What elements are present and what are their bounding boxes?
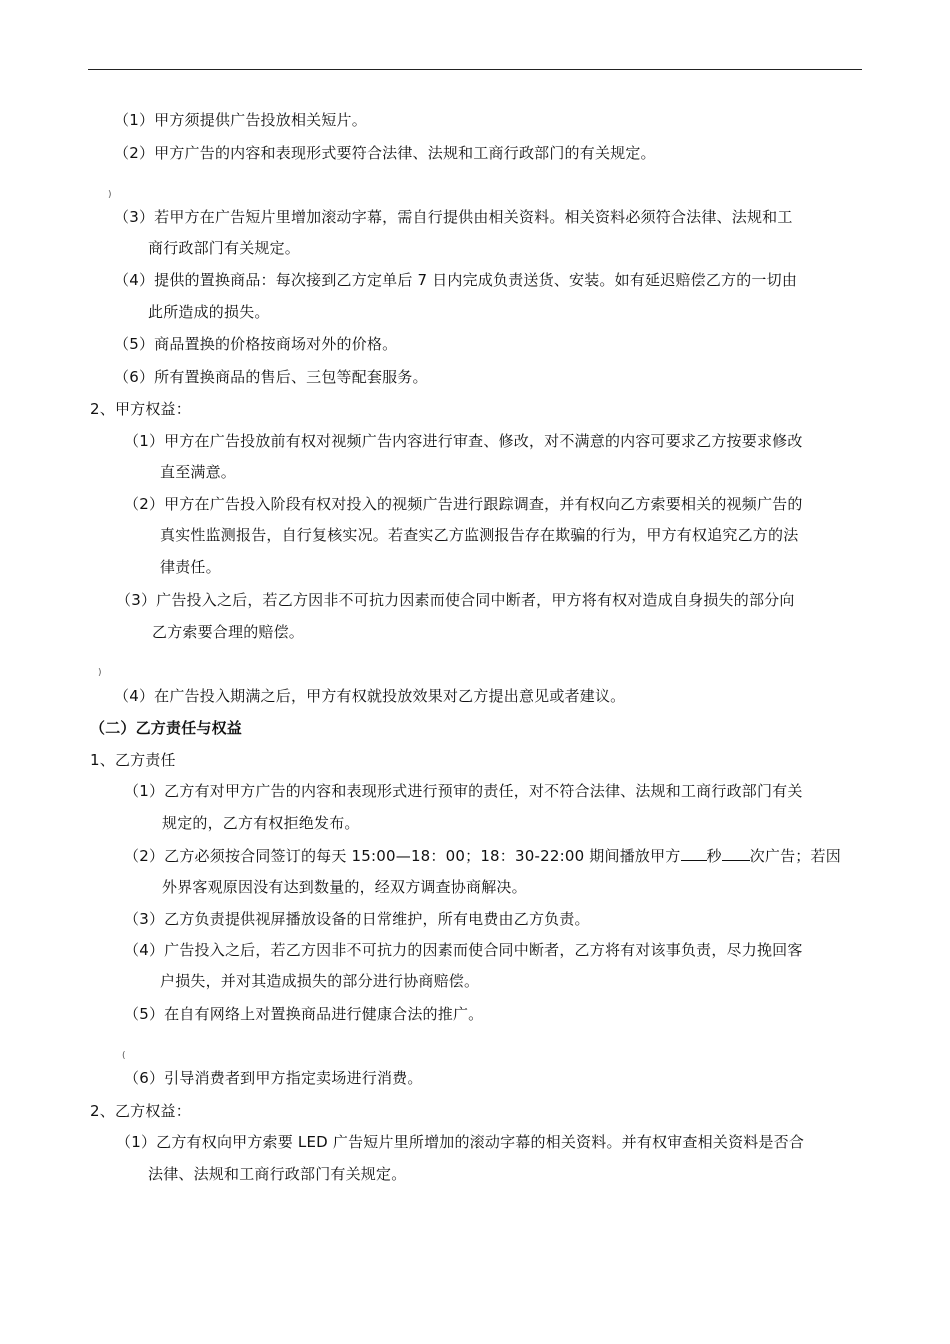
blank-times[interactable] bbox=[722, 846, 750, 861]
a-right-3-line1: （3）广告投入之后，若乙方因非不可抗力因素而使合同中断者，甲方将有权对造成自身损失的部分向 bbox=[116, 591, 795, 609]
b-duty-2-line2: 外界客观原因没有达到数量的，经双方调查协商解决。 bbox=[162, 878, 527, 896]
b-duty-3: （3）乙方负责提供视屏播放设备的日常维护，所有电费由乙方负责。 bbox=[124, 910, 590, 928]
a-duty-4-line2: 此所造成的损失。 bbox=[148, 303, 270, 321]
a-right-1-line1: （1）甲方在广告投放前有权对视频广告内容进行审查、修改，对不满意的内容可要求乙方按要求修改 bbox=[124, 432, 803, 450]
a-right-1-line2: 直至满意。 bbox=[160, 463, 237, 481]
a-duty-6: （6）所有置换商品的售后、三包等配套服务。 bbox=[114, 368, 428, 386]
b-duties-heading: 1、乙方责任 bbox=[90, 751, 176, 769]
a-rights-heading: 2、甲方权益： bbox=[90, 400, 191, 418]
a-duty-1: （1）甲方须提供广告投放相关短片。 bbox=[114, 111, 367, 129]
b-duty-2-post: 次广告；若因 bbox=[749, 847, 841, 865]
header-rule bbox=[88, 69, 862, 70]
a-right-2-line3: 律责任。 bbox=[160, 558, 221, 576]
b-duty-2-pre: （2）乙方必须按合同签订的每天 15:00—18：00；18：30-22:00 期间播放甲方 bbox=[124, 847, 681, 865]
b-duty-1-line2: 规定的，乙方有权拒绝发布。 bbox=[162, 814, 360, 832]
a-duty-3-line1: （3）若甲方在广告短片里增加滚动字幕，需自行提供由相关资料。相关资料必须符合法律、法规和工 bbox=[114, 208, 793, 226]
b-duty-4-line1: （4）广告投入之后，若乙方因非不可抗力的因素而使合同中断者，乙方将有对该事负责，尽力挽回客 bbox=[124, 941, 803, 959]
b-right-1-line2: 法律、法规和工商行政部门有关规定。 bbox=[148, 1165, 407, 1183]
b-duty-4-line2: 户损失，并对其造成损失的部分进行协商赔偿。 bbox=[160, 972, 480, 990]
b-duty-6: （6）引导消费者到甲方指定卖场进行消费。 bbox=[124, 1069, 423, 1087]
a-right-2-line2: 真实性监测报告，自行复核实况。若查实乙方监测报告存在欺骗的行为，甲方有权追究乙方的法 bbox=[160, 526, 799, 544]
a-duty-2: （2）甲方广告的内容和表现形式要符合法律、法规和工商行政部门的有关规定。 bbox=[114, 144, 656, 162]
a-right-2-line1: （2）甲方在广告投入阶段有权对投入的视频广告进行跟踪调查，并有权向乙方索要相关的视频广告的 bbox=[124, 495, 803, 513]
b-duty-2-line1 bbox=[124, 846, 841, 866]
a-duty-3-line2: 商行政部门有关规定。 bbox=[148, 239, 301, 257]
b-duty-2-mid: 秒 bbox=[706, 847, 722, 865]
blank-seconds[interactable] bbox=[681, 846, 707, 861]
b-right-1-line1: （1）乙方有权向甲方索要 LED 广告短片里所增加的滚动字幕的相关资料。并有权审查相关资料是否合 bbox=[116, 1133, 805, 1151]
stray-mark: ) bbox=[108, 190, 112, 200]
a-duty-5: （5）商品置换的价格按商场对外的价格。 bbox=[114, 335, 398, 353]
stray-mark: ( bbox=[122, 1051, 126, 1061]
b-duty-1-line1: （1）乙方有对甲方广告的内容和表现形式进行预审的责任，对不符合法律、法规和工商行政部门有关 bbox=[124, 782, 803, 800]
b-duty-5: （5）在自有网络上对置换商品进行健康合法的推广。 bbox=[124, 1005, 484, 1023]
section-b-title: （二）乙方责任与权益 bbox=[90, 719, 243, 737]
stray-mark: ) bbox=[98, 668, 102, 678]
a-right-3-line2: 乙方索要合理的赔偿。 bbox=[152, 623, 305, 641]
b-rights-heading: 2、乙方权益： bbox=[90, 1102, 191, 1120]
a-duty-4-line1: （4）提供的置换商品：每次接到乙方定单后 7 日内完成负责送货、安装。如有延迟赔偿乙方的一切由 bbox=[114, 271, 798, 289]
a-right-4: （4）在广告投入期满之后，甲方有权就投放效果对乙方提出意见或者建议。 bbox=[114, 687, 626, 705]
